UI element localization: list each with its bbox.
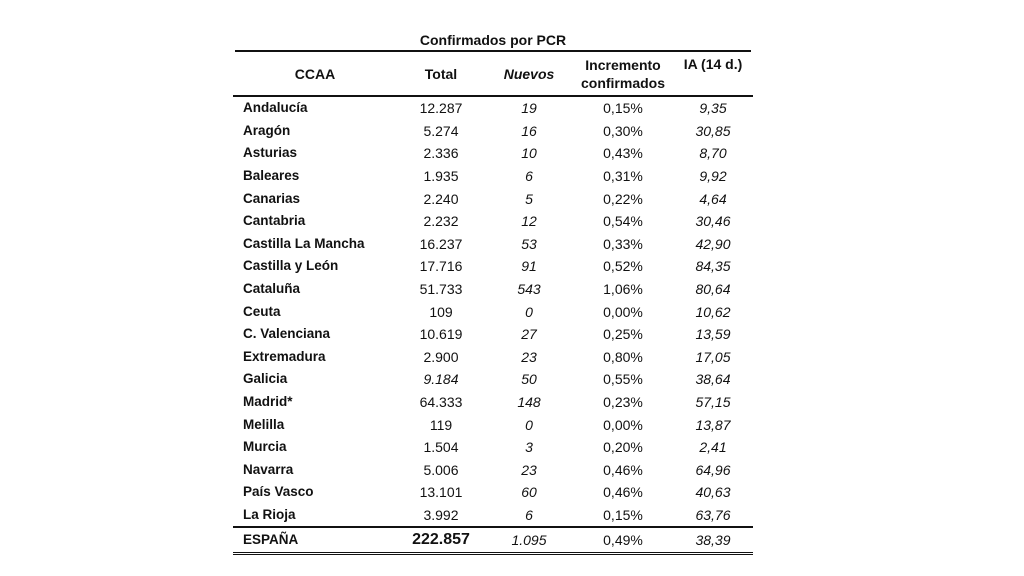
table-row — [233, 165, 753, 188]
cell-total: 12.287 — [419, 100, 463, 117]
cell-incremento: 0,00% — [603, 303, 643, 320]
cell-nuevos: 6 — [525, 168, 533, 185]
cell-nuevos: 12 — [521, 213, 537, 230]
cell-total: 109 — [429, 303, 453, 320]
table-body — [233, 96, 753, 554]
table-row — [233, 255, 753, 278]
cell-total: 9.184 — [423, 371, 459, 388]
cell-nuevos: 91 — [521, 258, 537, 275]
table-row — [233, 300, 753, 323]
cell-incremento: 0,55% — [603, 371, 643, 388]
cell-ccaa: Aragón — [243, 122, 291, 138]
cell-incremento: 0,46% — [603, 461, 643, 478]
pcr-table-container — [233, 30, 753, 555]
cell-ccaa: Canarias — [243, 190, 301, 206]
cell-nuevos: 50 — [521, 371, 537, 388]
total-ia: 38,39 — [673, 527, 753, 554]
cell-total: 2.336 — [423, 145, 459, 162]
cell-nuevos: 53 — [521, 235, 537, 252]
table-row — [233, 391, 753, 414]
cell-ia: 9,35 — [699, 100, 727, 117]
cell-ia: 40,63 — [695, 484, 731, 501]
cell-incremento: 0,52% — [603, 258, 643, 275]
cell-nuevos: 60 — [521, 484, 537, 501]
pcr-table — [233, 52, 753, 555]
cell-ccaa: Melilla — [243, 416, 285, 432]
table-row — [233, 481, 753, 504]
cell-nuevos: 23 — [521, 461, 537, 478]
cell-ccaa: Castilla y León — [243, 258, 339, 274]
cell-nuevos: 5 — [525, 190, 533, 207]
cell-total: 1.935 — [423, 168, 459, 185]
cell-ccaa: Madrid* — [243, 394, 293, 410]
cell-nuevos: 3 — [525, 439, 533, 456]
cell-nuevos: 0 — [525, 303, 533, 320]
cell-ia: 80,64 — [695, 281, 731, 298]
cell-ia: 13,59 — [695, 326, 731, 343]
cell-ccaa: C. Valenciana — [243, 326, 331, 342]
cell-incremento: 0,80% — [603, 348, 643, 365]
table-row — [233, 210, 753, 233]
cell-ia: 2,41 — [699, 439, 727, 456]
table-row — [233, 459, 753, 482]
table-row — [233, 504, 753, 528]
cell-ccaa: País Vasco — [243, 484, 314, 500]
table-row — [233, 413, 753, 436]
cell-ccaa: La Rioja — [243, 506, 296, 522]
cell-ia: 63,76 — [695, 506, 731, 523]
group-title: Confirmados por PCR — [235, 30, 751, 52]
cell-nuevos: 19 — [521, 100, 537, 117]
total-total: 222.857 — [397, 527, 485, 554]
cell-nuevos: 10 — [521, 145, 537, 162]
cell-total: 119 — [429, 416, 453, 433]
cell-ia: 38,64 — [695, 371, 731, 388]
cell-incremento: 0,31% — [603, 168, 643, 185]
total-incremento: 0,49% — [573, 527, 673, 554]
cell-ia: 4,64 — [699, 190, 727, 207]
total-nuevos: 1.095 — [485, 527, 573, 554]
table-row — [233, 346, 753, 369]
cell-ia: 17,05 — [695, 348, 731, 365]
cell-total: 51.733 — [419, 281, 463, 298]
cell-total: 10.619 — [419, 326, 463, 343]
cell-incremento: 0,46% — [603, 484, 643, 501]
cell-incremento: 0,22% — [603, 190, 643, 207]
cell-ia: 13,87 — [695, 416, 731, 433]
header-ia: IA (14 d.) — [673, 52, 753, 96]
cell-ccaa: Asturias — [243, 145, 298, 161]
header-nuevos: Nuevos — [485, 52, 573, 96]
cell-ccaa: Murcia — [243, 439, 287, 455]
table-row — [233, 96, 753, 120]
cell-ia: 84,35 — [695, 258, 731, 275]
cell-nuevos: 543 — [517, 281, 541, 298]
cell-total: 5.274 — [423, 122, 459, 139]
cell-nuevos: 16 — [521, 122, 537, 139]
cell-ccaa: Cantabria — [243, 213, 306, 229]
cell-total: 2.232 — [423, 213, 459, 230]
cell-ia: 57,15 — [695, 394, 731, 411]
cell-total: 64.333 — [419, 394, 463, 411]
header-incremento: Incremento confirmados — [573, 52, 673, 96]
cell-total: 3.992 — [423, 506, 459, 523]
cell-ia: 8,70 — [699, 145, 727, 162]
cell-incremento: 0,54% — [603, 213, 643, 230]
cell-incremento: 0,43% — [603, 145, 643, 162]
cell-incremento: 0,30% — [603, 122, 643, 139]
cell-ia: 64,96 — [695, 461, 731, 478]
cell-ia: 9,92 — [699, 168, 727, 185]
cell-ccaa: Ceuta — [243, 303, 281, 319]
table-row — [233, 233, 753, 256]
cell-ccaa: Navarra — [243, 461, 294, 477]
cell-ia: 10,62 — [695, 303, 731, 320]
cell-incremento: 0,23% — [603, 394, 643, 411]
header-total: Total — [397, 52, 485, 96]
total-ccaa: ESPAÑA — [233, 527, 397, 554]
total-row — [233, 527, 753, 554]
table-row — [233, 120, 753, 143]
cell-incremento: 0,20% — [603, 439, 643, 456]
cell-ccaa: Andalucía — [243, 100, 308, 116]
header-row — [233, 52, 753, 96]
cell-total: 2.900 — [423, 348, 459, 365]
cell-ccaa: Baleares — [243, 168, 300, 184]
cell-nuevos: 0 — [525, 416, 533, 433]
cell-incremento: 0,15% — [603, 506, 643, 523]
cell-nuevos: 27 — [521, 326, 537, 343]
cell-ccaa: Cataluña — [243, 281, 301, 297]
cell-total: 17.716 — [419, 258, 463, 275]
cell-incremento: 1,06% — [603, 281, 643, 298]
cell-ccaa: Castilla La Mancha — [243, 235, 365, 251]
cell-total: 1.504 — [423, 439, 459, 456]
cell-total: 13.101 — [419, 484, 463, 501]
cell-total: 16.237 — [419, 235, 463, 252]
table-header — [233, 52, 753, 96]
cell-ia: 30,85 — [695, 122, 731, 139]
cell-incremento: 0,25% — [603, 326, 643, 343]
cell-nuevos: 148 — [517, 394, 541, 411]
cell-nuevos: 6 — [525, 506, 533, 523]
cell-ccaa: Extremadura — [243, 348, 326, 364]
cell-incremento: 0,33% — [603, 235, 643, 252]
cell-incremento: 0,15% — [603, 100, 643, 117]
table-row — [233, 323, 753, 346]
cell-total: 2.240 — [423, 190, 459, 207]
table-row — [233, 436, 753, 459]
cell-ia: 42,90 — [695, 235, 731, 252]
table-row — [233, 368, 753, 391]
header-ccaa: CCAA — [233, 52, 397, 96]
cell-nuevos: 23 — [521, 348, 537, 365]
table-row — [233, 187, 753, 210]
cell-ccaa: Galicia — [243, 371, 288, 387]
table-row — [233, 142, 753, 165]
cell-ia: 30,46 — [695, 213, 731, 230]
cell-incremento: 0,00% — [603, 416, 643, 433]
table-row — [233, 278, 753, 301]
cell-total: 5.006 — [423, 461, 459, 478]
